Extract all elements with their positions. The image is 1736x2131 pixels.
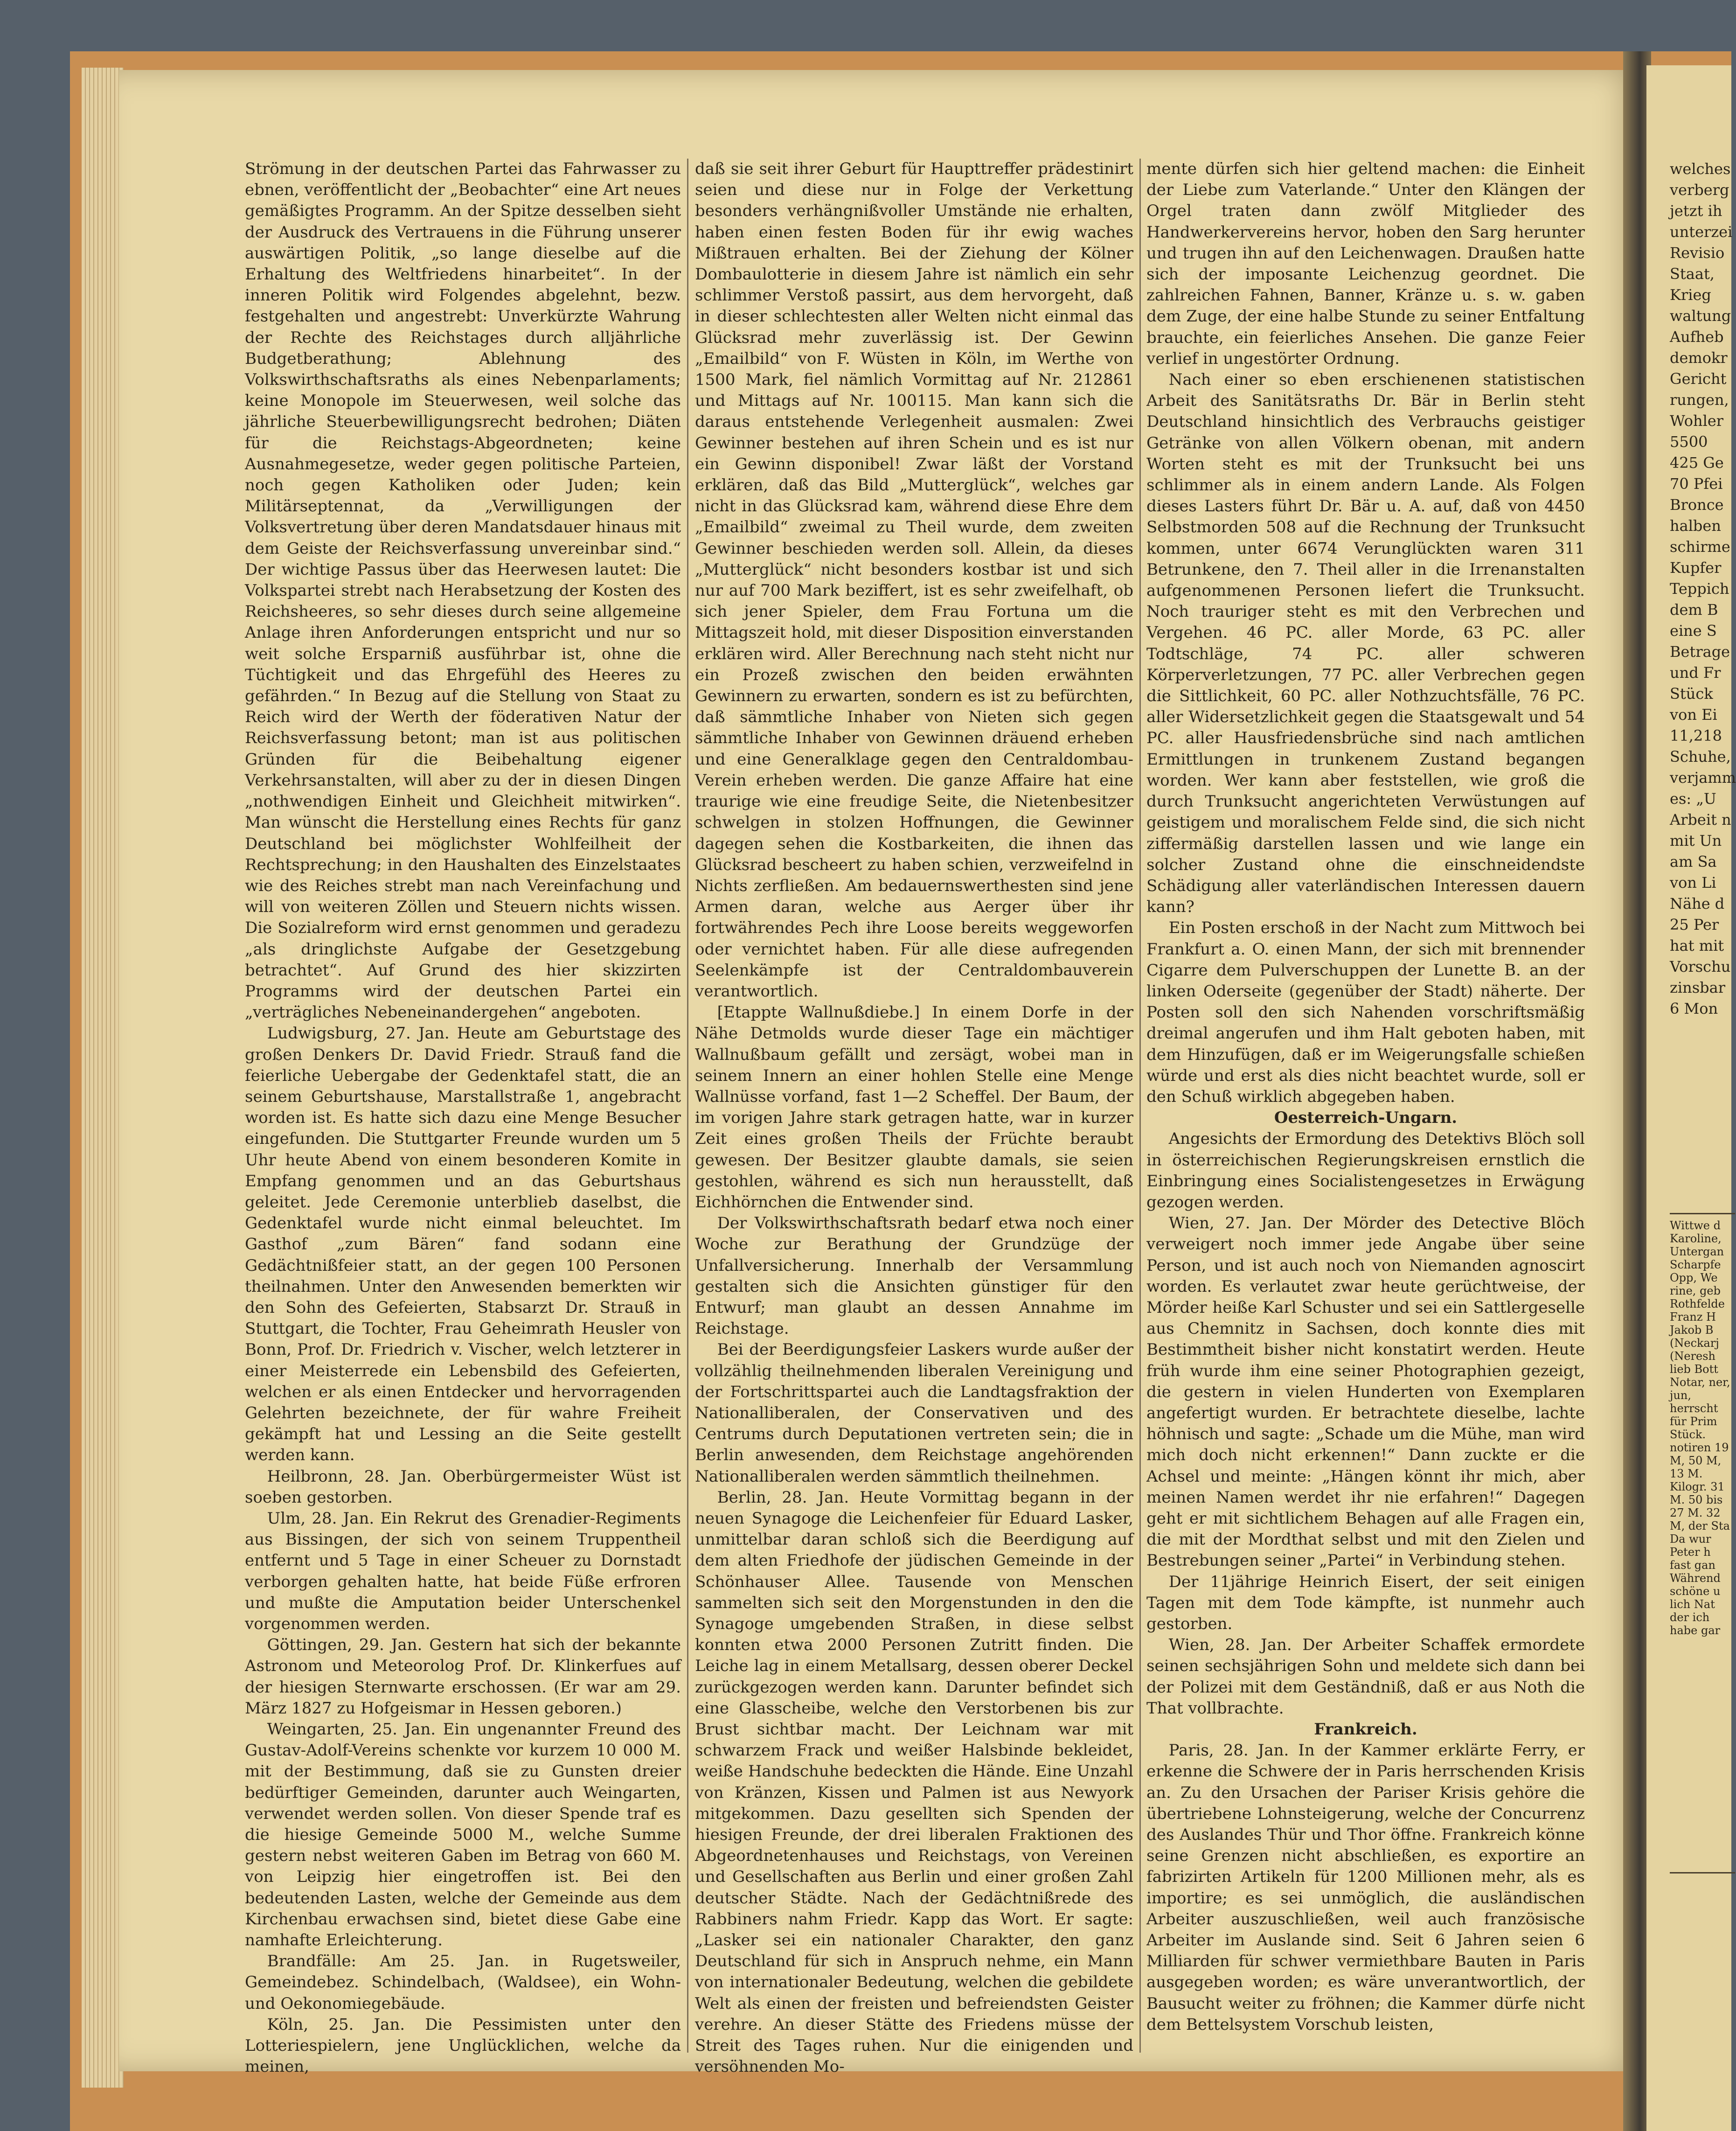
article-paragraph: Weingarten, 25. Jan. Ein ungenannter Freund des Gustav-Adolf-Vereins schenkte vor kurzem 10 000 M. mit der Bestimmung, daß sie zu Gunsten dreier bedürftiger Gemeinden, darunter auch Weingarten, verwendet werden sollen. Von dieser Spende traf es die hiesige Gemeinde 5000 M., welche Summe gestern nebst weiteren Gaben im Betrag von 660 M. von Leipzig hier eingetroffen ist. Bei den bedeutenden Lasten, welche der Gemeinde aus dem Kirchenbau erwachsen sind, bietet diese Gabe eine namhafte Erleichterung. <box>245 1720 681 1950</box>
article-paragraph: Göttingen, 29. Jan. Gestern hat sich der bekannte Astronom und Meteorolog Prof. Dr. Klinkerfues auf der hiesigen Sternwarte erschossen. (Er war am 29. März 1827 zu Hofgeismar in Hessen geboren.) <box>245 1636 681 1718</box>
column-rule <box>1139 159 1141 2053</box>
article-paragraph: Heilbronn, 28. Jan. Oberbürgermeister Wüst ist soeben gestorben. <box>245 1467 681 1507</box>
column-1 <box>245 159 681 2076</box>
article-paragraph: Angesichts der Ermordung des Detektivs Blöch soll in österreichischen Regierungskreisen ernstlich die Einbringung eines Socialistengesetzes in Erwägung gezogen werden. <box>1146 1129 1585 1212</box>
column-2 <box>695 159 1133 2076</box>
article-paragraph: welches verberg jetzt ih unterzei Revisio Staat, Krieg waltung Aufheb demokr Gericht rungen, Wohler 5500 425 Ge 70 Pfei Bronce halben schirme Kupfer Teppich dem B eine S Betrage und Fr Stück von Ei 11,218 Schuhe, verjamm es: „U Arbeit n mit Un am Sa von Li Nähe d 25 Per hat mit Vorschu zinsbar 6 Mon <box>1670 160 1736 1017</box>
section-heading: Frankreich. <box>1314 1720 1417 1739</box>
column-3 <box>1146 159 1585 2053</box>
section-heading: Oesterreich-Ungarn. <box>1274 1108 1458 1128</box>
article-paragraph: Ein Posten erschoß in der Nacht zum Mittwoch bei Frankfurt a. O. einen Mann, der sich mit brennender Cigarre dem Pulverschuppen der Lunette B. an der linken Oderseite (gegenüber der Stadt) näherte. Der Posten soll den sich Nahenden vorschriftsmäßig dreimal angerufen und ihm Halt geboten haben, mit dem Hinzufügen, daß er im Weigerungsfalle schießen würde und erst als dies nicht beachtet wurde, soll er den Schuß wirklich abgegeben haben. <box>1146 919 1585 1106</box>
article-paragraph: Ulm, 28. Jan. Ein Rekrut des Grenadier-Regiments aus Bissingen, der sich von seinem Truppentheil entfernt und 5 Tage in einer Scheuer zu Dornstadt verborgen gehalten hatte, hat beide Füße erfroren und mußte die Amputation beider Unterschenkel vorgenommen werden. <box>245 1509 681 1634</box>
article-paragraph: Ludwigsburg, 27. Jan. Heute am Geburtstage des großen Denkers Dr. David Friedr. Strauß fand die feierliche Uebergabe der Gedenktafel statt, die an seinem Geburtshause, Marstallstraße 1, angebracht worden ist. Es hatte sich dazu eine Menge Besucher eingefunden. Die Stuttgarter Freunde wurden um 5 Uhr heute Abend von einem besonderen Komite in Empfang genommen und an das Geburtshaus geleitet. Jede Ceremonie unterblieb daselbst, die Gedenktafel wurde nicht einmal beleuchtet. Im Gasthof „zum Bären“ fand sodann eine Gedächtnißfeier statt, an der gegen 100 Personen theilnahmen. Unter den Anwesenden bemerkten wir den Sohn des Gefeierten, Stabsarzt Dr. Strauß in Stuttgart, die Tochter, Frau Geheimrath Heusler von Bonn, Prof. Dr. Friedrich v. Vischer, welch letzterer in einer Meisterrede ein Lebensbild des Gefeierten, welchen er als einen Entdecker und hervorragenden Gelehrten bezeichnete, der für wahre Freiheit gekämpft hat und Lessing an die Seite gestellt werden kann. <box>245 1024 681 1465</box>
article-paragraph: Der 11jährige Heinrich Eisert, der seit einigen Tagen mit dem Tode kämpfte, ist nunmehr auch gestorben. <box>1146 1572 1585 1634</box>
article-paragraph: Wien, 28. Jan. Der Arbeiter Schaffek ermordete seinen sechsjährigen Sohn und meldete sich dann bei der Polizei mit dem Geständniß, daß er aus Noth die That vollbrachte. <box>1146 1636 1585 1718</box>
article-paragraph: Köln, 25. Jan. Die Pessimisten unter den Lotteriespielern, jene Unglücklichen, welche da meinen, <box>245 2015 681 2076</box>
article-paragraph: Brandfälle: Am 25. Jan. in Rugetsweiler, Gemeindebez. Schindelbach, (Waldsee), ein Wohn- und Oekonomiegebäude. <box>245 1952 681 2013</box>
article-paragraph: Strömung in der deutschen Partei das Fahrwasser zu ebnen, veröffentlicht der „Beobachter“ eine Art neues gemäßigtes Programm. An der Spitze desselben sieht der Ausdruck des Vertrauens in die Führung unserer auswärtigen Politik, „so lange dieselbe auf die Erhaltung des Weltfriedens hinarbeitet“. In der inneren Politik wird Folgendes abgelehnt, bezw. festgehalten und angestrebt: Unverkürzte Wahrung der Rechte des Reichstages durch alljährliche Budgetberathung; Ablehnung des Volkswirthschaftsraths als eines Nebenparlaments; keine Monopole im Steuerwesen, weil solche das jährliche Steuerbewilligungsrecht bedrohen; Diäten für die Reichstags-Abgeordneten; keine Ausnahmegesetze, weder gegen politische Parteien, noch gegen Katholiken oder Juden; kein Militärseptennat, da „Verwilligungen der Volksvertretung über deren Mandatsdauer hinaus mit dem Geiste der Reichsverfassung unvereinbar sind.“ Der wichtige Passus über das Heerwesen lautet: Die Volkspartei strebt nach Herabsetzung der Kosten des Reichsheeres, so sehr dieses durch seine allgemeine Anlage ihren Anforderungen entspricht und nur so weit solche Ersparniß ausführbar ist, ohne die Tüchtigkeit und das Ehrgefühl des Heeres zu gefährden.“ In Bezug auf die Stellung von Staat zu Reich wird der Werth der föderativen Natur der Reichsverfassung betont; man ist aus politischen Gründen für die Beibehaltung eigener Verkehrsanstalten, will aber zu der in diesen Dingen „nothwendigen Einheit und Gleichheit mitwirken“. Man wünscht die Herstellung eines Rechts für ganz Deutschland bei möglichster Wohlfeilheit der Rechtsprechung; in den Haushalten des Einzelstaates wie des Reiches strebt man nach Vereinfachung und will von weiteren Zöllen und Steuern nichts wissen. Die Sozialreform wird ernst genommen und geradezu „als dringlichste Aufgabe der Gesetzgebung betrachtet“. Auf Grund des hier skizzirten Programms wird der deutschen Partei ein „verträgliches Nebeneinandergehen“ angeboten. <box>245 160 681 1022</box>
page-edges <box>82 68 124 2088</box>
article-paragraph: daß sie seit ihrer Geburt für Haupttreffer prädestinirt seien und diese nur in Folge der Verkettung besonders verhängnißvoller Umstände nie erhalten, haben einen festen Boden für ihr ewig waches Mißtrauen erhalten. Bei der Ziehung der Kölner Dombaulotterie in diesem Jahre ist nämlich ein sehr schlimmer Verstoß passirt, aus dem hervorgeht, daß in dieser schlechtesten aller Welten nicht einmal das Glücksrad mehr zuverlässig ist. Der Gewinn „Emailbild“ von F. Wüsten in Köln, im Werthe von 1500 Mark, fiel nämlich Vormittag auf Nr. 212861 und Mittags auf Nr. 100115. Man kann sich die daraus entstehende Verlegenheit ausmalen: Zwei Gewinner bestehen auf ihren Schein und es ist nur ein Gewinn disponibel! Zwar läßt der Vorstand erklären, daß das Bild „Mutterglück“, welches gar nicht in das Glücksrad kam, während diese Ehre dem „Emailbild“ zweimal zu Theil wurde, dem zweiten Gewinner beschieden werden soll. Allein, da dieses „Mutterglück“ nicht besonders kostbar ist und sich nur auf 700 Mark beziffert, ist es sehr zweifelhaft, ob sich jener Spieler, dem Frau Fortuna um die Mittagszeit hold, mit dieser Disposition einverstanden erklären wird. Aller Berechnung nach steht nicht nur ein Prozeß zwischen den beiden erwähnten Gewinnern zu erwarten, sondern es ist zu befürchten, daß sämmtliche Inhaber von Nieten sich gegen sämmtliche Inhaber von Gewinnen dräuend erheben und eine Generalklage gegen den Centraldombau-Verein erheben werden. Die ganze Affaire hat eine traurige wie eine freudige Seite, die Nietenbesitzer schwelgen in stolzen Hoffnungen, die Gewinner dagegen sehen die Kostbarkeiten, die ihnen das Glücksrad bescheert zu haben schien, verzweifelnd in Nichts zerfließen. Am bedauernswerthesten sind jene Armen daran, welche aus Aerger über ihr fortwährendes Pech ihre Loose bereits weggeworfen oder vernichtet haben. Für alle diese aufregenden Seelenkämpfe ist der Centraldombauverein verantwortlich. <box>695 160 1133 1001</box>
article-paragraph: Berlin, 28. Jan. Heute Vormittag begann in der neuen Synagoge die Leichenfeier für Eduard Lasker, unmittelbar daran schloß sich die Beerdigung auf dem alten Friedhofe der jüdischen Gemeinde in der Schönhauser Allee. Tausende von Menschen sammelten sich seit den Morgenstunden in den die Synagoge umgebenden Straßen, in diese selbst konnten etwa 2000 Personen Zutritt finden. Die Leiche lag in einem Metallsarg, dessen oberer Deckel zurückgezogen werden kann. Darunter befindet sich eine Glasscheibe, welche den Verstorbenen bis zur Brust sichtbar macht. Der Leichnam war mit schwarzem Frack und weißer Halsbinde bekleidet, weiße Handschuhe bedeckten die Hände. Eine Unzahl von Kränzen, Kissen und Palmen ist aus Newyork mitgekommen. Dazu gesellten sich Spenden der hiesigen Freunde, der drei liberalen Fraktionen des Abgeordnetenhauses und Reichstags, von Vereinen und Gesellschaften aus Berlin und einer großen Zahl deutscher Städte. Nach der Gedächtnißrede des Rabbiners nahm Friedr. Kapp das Wort. Er sagte: „Lasker sei ein nationaler Charakter, den ganz Deutschland für sich in Anspruch nehme, ein Mann von internationaler Bedeutung, welchen die gebildete Welt als einen der freisten und befreiendsten Geister verehre. An dieser Stätte des Friedens müsse der Streit des Tages ruhen. Nur die einigenden und versöhnenden Mo- <box>695 1488 1133 2076</box>
article-paragraph: Der Volkswirthschaftsrath bedarf etwa noch einer Woche zur Berathung der Grundzüge der Unfallversicherung. Innerhalb der Versammlung gestalten sich die Ansichten günstiger für den Entwurf; man glaubt an dessen Annahme im Reichstage. <box>695 1214 1133 1338</box>
article-paragraph: Wien, 27. Jan. Der Mörder des Detective Blöch verweigert noch immer jede Angabe über seine Person, und ist auch noch von Niemanden agnoscirt worden. Es verlautet zwar heute gerüchtweise, der Mörder heiße Karl Schuster und sei ein Sattlergeselle aus Chemnitz in Sachsen, doch konnte dies mit Bestimmtheit bisher nicht konstatirt werden. Heute früh wurde ihm eine seiner Photographien gezeigt, die gestern in vielen Hunderten von Exemplaren angefertigt wurden. Er betrachtete dieselbe, lachte höhnisch und sagte: „Schade um die Mühe, man wird mich doch nicht erkennen!“ Dann zuckte er die Achsel und meinte: „Hängen könnt ihr mich, aber meinen Namen werdet ihr nie erfahren!“ Dagegen geht er mit sichtlichem Behagen auf alle Fragen ein, die mit der Mordthat selbst und mit den Zielen und Bestrebungen seiner „Partei“ in Verbindung stehen. <box>1146 1214 1585 1570</box>
column-rule <box>687 159 688 2053</box>
article-paragraph: Paris, 28. Jan. In der Kammer erklärte Ferry, er erkenne die Schwere der in Paris herrschenden Krisis an. Zu den Ursachen der Pariser Krisis gehöre die übertriebene Lohnsteigerung, welche der Concurrenz des Auslandes Thür und Thor öffne. Frankreich könne seine Grenzen nicht abschließen, es exportire an fabrizirten Artikeln für 1200 Millionen mehr, als es importire; es sei unmöglich, die ausländischen Arbeiter auszuschließen, weil auch französische Arbeiter im Auslande sind. Seit 6 Jahren seien 6 Milliarden für schwer vermiethbare Bauten in Paris ausgegeben worden; es wäre unverantwortlich, der Bausucht weiter zu fröhnen; die Kammer dürfe nicht dem Bettelsystem Vorschub leisten, <box>1146 1741 1585 2034</box>
article-paragraph: Bei der Beerdigungsfeier Laskers wurde außer der vollzählig theilnehmenden liberalen Vereinigung und der Fortschrittspartei auch die Landtagsfraktion der Nationalliberalen, der Conservativen und des Centrums durch Deputationen vertreten sein; die in Berlin anwesenden, dem Reichstage angehörenden Nationalliberalen werden sämmtlich theilnehmen. <box>695 1340 1133 1486</box>
article-paragraph: [Etappte Wallnußdiebe.] In einem Dorfe in der Nähe Detmolds wurde dieser Tage ein mächtiger Wallnußbaum gefällt und zersägt, wobei man in seinem Innern an einer hohlen Stelle eine Menge Wallnüsse vorfand, fast 1—2 Scheffel. Der Baum, der im vorigen Jahre stark getragen hatte, war in kurzer Zeit eines großen Theils der Früchte beraubt gewesen. Der Besitzer glaubte damals, sie seien gestohlen, während es sich nun herausstellt, daß Eichhörnchen die Entwender sind. <box>695 1003 1133 1212</box>
article-paragraph: mente dürfen sich hier geltend machen: die Einheit der Liebe zum Vaterlande.“ Unter den Klängen der Orgel traten dann zwölf Mitglieder des Handwerkervereins hervor, hoben den Sarg herunter und trugen ihn auf den Leichenwagen. Draußen hatte sich der imposante Leichenzug geordnet. Die zahlreichen Fahnen, Banner, Kränze u. s. w. gaben dem Zuge, der eine halbe Stunde zu seiner Entfaltung brauchte, ein feierliches Ansehen. Die ganze Feier verlief in ungestörter Ordnung. <box>1146 160 1585 368</box>
article-paragraph: Nach einer so eben erschienenen statistischen Arbeit des Sanitätsraths Dr. Bär in Berlin steht Deutschland hinsichtlich des Verbrauchs geistiger Getränke von allen Völkern obenan, mit andern Worten steht es mit der Trunksucht bei uns schlimmer als in einem andern Lande. Als Folgen dieses Lasters führt Dr. Bär u. A. auf, daß von 4450 Selbstmorden 508 auf die Rechnung der Trunksucht kommen, unter 6674 Verunglückten waren 311 Betrunkene, den 7. Theil aller in die Irrenanstalten aufgenommenen Personen liefert die Trunksucht. Noch trauriger steht es mit den Verbrechen und Vergehen. 46 PC. aller Morde, 63 PC. aller Todtschläge, 74 PC. aller schweren Körperverletzungen, 77 PC. aller Verbrechen gegen die Sittlichkeit, 60 PC. aller Nothzuchtsfälle, 76 PC. aller Widersetzlichkeit gegen die Staatsgewalt und 54 PC. aller Hausfriedensbrüche sind nach amtlichen Ermittlungen in trunkenem Zustand begangen worden. Wer kann aber feststellen, wie groß die durch Trunksucht angerichteten Verwüstungen auf geistigem und moralischem Felde sind, die sich nicht ziffermäßig darstellen lassen und wie lange ein solcher Zustand ohne die einschneidendste Schädigung aller vaterländischen Interessen dauern kann? <box>1146 370 1585 917</box>
right-table-fragment: Wittwe d Karoline, Untergan Scharpfe Opp, We rine, geb Rothfelde Franz H Jakob B (Neckarj (Neresh lieb Bott Notar, ner, jun, herrscht für Prim Stück. notiren 19 M, 50 M, 13 M. Kilogr. 31 M. 50 bis 27 M. 32 M, der Sta Da wur Peter h fast gan Während schöne u lich Nat der ich habe gar <box>1670 1213 1735 1873</box>
